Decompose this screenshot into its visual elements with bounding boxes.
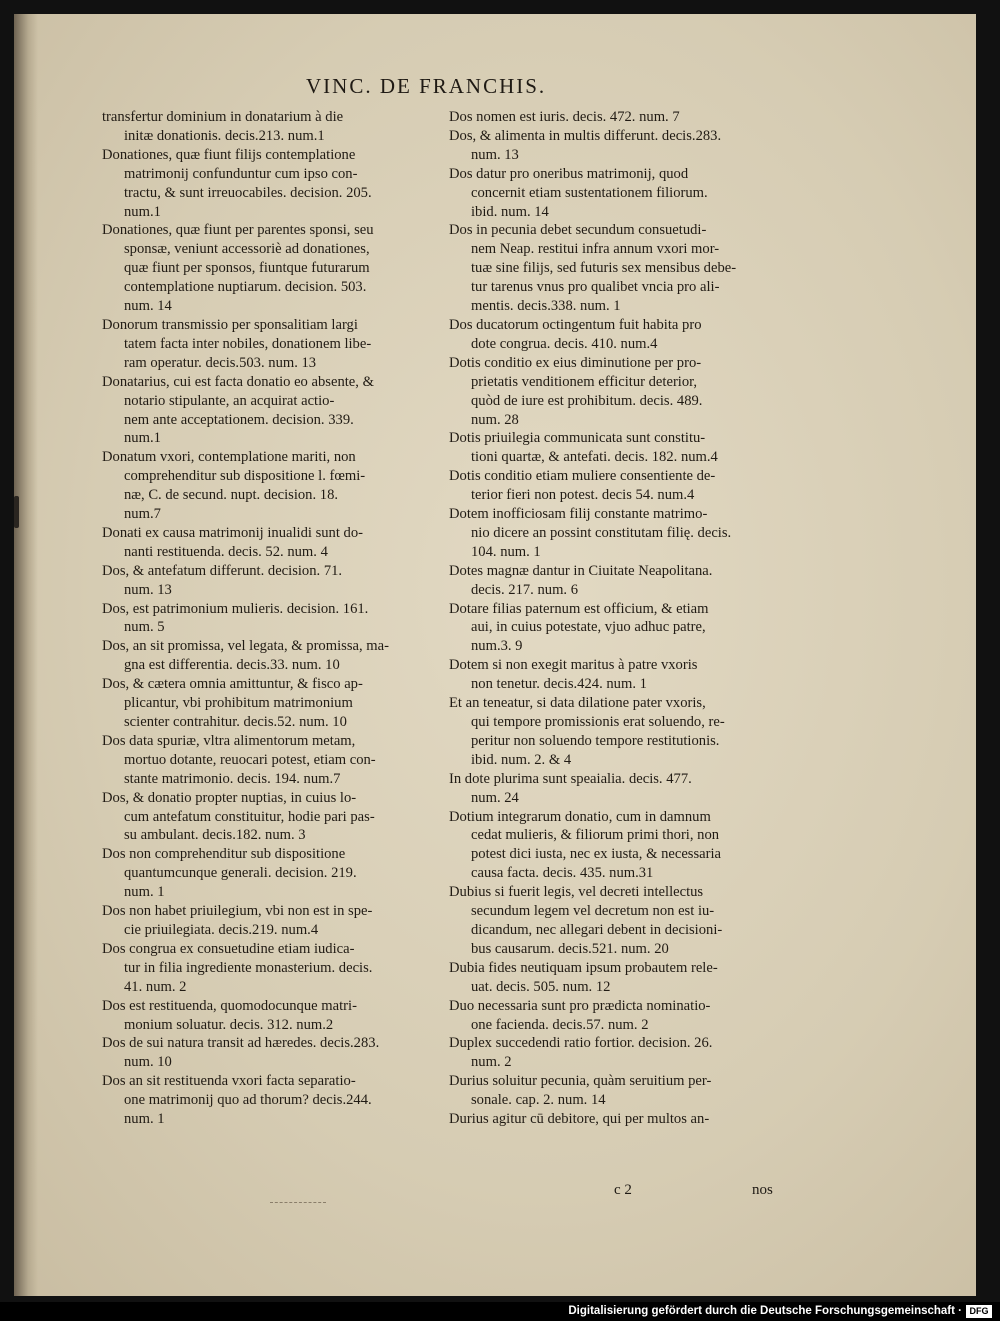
index-entry	[102, 448, 442, 524]
index-entry	[102, 524, 442, 562]
index-line: num. 2	[471, 1054, 512, 1071]
index-entry	[449, 127, 792, 165]
index-line: Dos in pecunia debet secundum consuetudi-	[449, 222, 707, 239]
index-line: tractu, & sunt irreuocabiles. decision. 205.	[124, 184, 372, 201]
index-entry	[449, 1034, 792, 1072]
index-line: potest dici iusta, nec ex iusta, & necessaria	[471, 846, 722, 863]
index-line: Dotis conditio ex eius diminutione per pro-	[449, 354, 702, 371]
index-line: Dos, & antefatum differunt. decision. 71.	[102, 562, 343, 579]
index-line: num. 13	[124, 581, 172, 598]
index-entry	[449, 316, 792, 354]
index-line: Durius agitur cū debitore, qui per multos an-	[449, 1111, 710, 1128]
signature-mark: c 2	[614, 1182, 632, 1198]
index-line: sponsæ, veniunt accessoriè ad donationes,	[124, 241, 370, 258]
index-line: 104. num. 1	[471, 543, 541, 560]
index-entry	[102, 1072, 442, 1129]
index-line: Dos congrua ex consuetudine etiam iudica-	[102, 940, 355, 957]
index-line: dicandum, nec allegari debent in decisioni-	[471, 921, 723, 938]
index-line: num. 24	[471, 789, 519, 806]
index-line: Dubius si fuerit legis, vel decreti intellectus	[449, 884, 704, 901]
index-line: comprehenditur sub dispositione l. fœmi-	[124, 468, 366, 485]
index-line: cie priuilegiata. decis.219. num.4	[124, 921, 319, 938]
index-line: Dos data spuriæ, vltra alimentorum metam,	[102, 732, 356, 749]
index-line: non tenetur. decis.424. num. 1	[471, 676, 647, 693]
index-line: aui, in cuius potestate, vjuo adhuc patre,	[471, 619, 706, 636]
index-line: 41. num. 2	[124, 978, 187, 995]
index-line: notario stipulante, an acquirat actio-	[124, 392, 335, 409]
index-line: gna est differentia. decis.33. num. 10	[124, 657, 340, 674]
index-line: tuæ sine filijs, sed futuris sex mensibus debe-	[471, 260, 737, 277]
index-line: num.1	[124, 203, 161, 220]
index-line: monium soluatur. decis. 312. num.2	[124, 1016, 334, 1033]
index-line: bus causarum. decis.521. num. 20	[471, 940, 669, 957]
index-line: Donatum vxori, contemplatione mariti, non	[102, 449, 356, 466]
index-line: stante matrimonio. decis. 194. num.7	[124, 770, 341, 787]
index-entry	[449, 997, 792, 1035]
index-line: nanti restituenda. decis. 52. num. 4	[124, 543, 328, 560]
index-entry	[449, 656, 792, 694]
index-line: In dote plurima sunt speaialia. decis. 477.	[449, 770, 692, 787]
index-line: num.7	[124, 506, 161, 523]
index-entry	[449, 354, 792, 430]
index-column-left	[102, 108, 442, 1129]
index-line: sonale. cap. 2. num. 14	[471, 1092, 606, 1109]
index-line: Dos datur pro oneribus matrimonij, quod	[449, 165, 689, 182]
index-entry	[102, 845, 442, 902]
index-line: Donati ex causa matrimonij inualidi sunt do-	[102, 524, 364, 541]
index-line: one matrimonij quo ad thorum? decis.244.	[124, 1092, 372, 1109]
gutter-mark	[14, 496, 19, 528]
index-line: peritur non soluendo tempore restitutionis.	[471, 732, 720, 749]
index-line: Dos, & donatio propter nuptias, in cuius lo-	[102, 789, 357, 806]
index-entry	[449, 600, 792, 657]
index-line: causa facta. decis. 435. num.31	[471, 865, 654, 882]
index-line: quòd de iure est prohibitum. decis. 489.	[471, 392, 703, 409]
index-line: Dotis conditio etiam muliere consentiente de-	[449, 468, 716, 485]
index-line: num.1	[124, 430, 161, 447]
index-line: mentis. decis.338. num. 1	[471, 298, 621, 315]
index-line: Dos ducatorum octingentum fuit habita pro	[449, 316, 702, 333]
index-line: tioni quartæ, & antefati. decis. 182. num.4	[471, 449, 718, 466]
index-line: Dos, & alimenta in multis differunt. decis.283.	[449, 127, 722, 144]
index-line: matrimonij confunduntur cum ipso con-	[124, 165, 358, 182]
index-line: Dotem inofficiosam filij constante matrimo-	[449, 506, 708, 523]
index-entry	[449, 694, 792, 770]
index-entry	[102, 789, 442, 846]
index-line: Dotis priuilegia communicata sunt constitu-	[449, 430, 706, 447]
index-line: num. 5	[124, 619, 165, 636]
index-line: Duo necessaria sunt pro prædicta nominatio-	[449, 997, 711, 1014]
running-head: VINC. DE FRANCHIS.	[306, 74, 547, 98]
index-line: qui tempore promissionis erat soluendo, re-	[471, 714, 725, 730]
index-line: scienter contrahitur. decis.52. num. 10	[124, 714, 347, 730]
index-line: tatem facta inter nobiles, donationem libe-	[124, 335, 372, 352]
index-line: Dos, an sit promissa, vel legata, & promissa, ma-	[102, 638, 389, 655]
index-line: Dos est restituenda, quomodocunque matri-	[102, 997, 357, 1014]
index-line: Donatarius, cui est facta donatio eo absente, &	[102, 373, 374, 390]
index-line: Dos de sui natura transit ad hæredes. decis.283.	[102, 1035, 380, 1052]
index-line: Et an teneatur, si data dilatione pater vxoris,	[449, 695, 706, 712]
index-line: one facienda. decis.57. num. 2	[471, 1016, 649, 1033]
index-entry	[102, 902, 442, 940]
index-entry	[102, 940, 442, 997]
index-line: concernit etiam sustentationem filiorum.	[471, 184, 708, 201]
index-line: dote congrua. decis. 410. num.4	[471, 335, 658, 352]
index-line: cum antefatum constituitur, hodie pari pas-	[124, 808, 375, 825]
index-line: initæ donationis. decis.213. num.1	[124, 127, 325, 144]
dfg-logo-icon: DFG	[966, 1305, 992, 1318]
index-entry	[102, 108, 442, 146]
index-line: num. 28	[471, 411, 519, 428]
index-line: secundum legem vel decretum non est iu-	[471, 903, 715, 920]
index-column-right	[449, 108, 792, 1129]
index-entry	[102, 562, 442, 600]
index-entry	[449, 165, 792, 222]
index-line: ram operatur. decis.503. num. 13	[124, 354, 317, 371]
index-line: uat. decis. 505. num. 12	[471, 978, 611, 995]
index-entry	[449, 429, 792, 467]
index-entry	[449, 1110, 792, 1129]
index-line: tur tarenus vnus pro qualibet vncia pro ali-	[471, 279, 720, 296]
index-line: nio dicere an possint constitutam filię. decis.	[471, 524, 732, 541]
index-line: Donorum transmissio per sponsalitiam largi	[102, 316, 358, 333]
index-entry	[449, 959, 792, 997]
index-line: quæ fiunt per sponsos, fiuntque futurarum	[124, 260, 370, 277]
index-line: num.3. 9	[471, 638, 523, 655]
index-line: terior fieri non potest. decis 54. num.4	[471, 487, 695, 504]
catchword: nos	[752, 1182, 773, 1198]
index-line: cedat mulieris, & filiorum primi thori, non	[471, 827, 720, 844]
index-entry	[102, 732, 442, 789]
index-line: num. 13	[471, 146, 519, 163]
index-line: Dotem si non exegit maritus à patre vxoris	[449, 657, 698, 674]
footer-credit: Digitalisierung gefördert durch die Deutsche Forschungsgemeinschaft ·	[568, 1305, 962, 1317]
index-line: num. 14	[124, 298, 172, 315]
index-entry	[449, 883, 792, 959]
index-line: contemplatione nuptiarum. decision. 503.	[124, 279, 367, 296]
index-entry	[449, 770, 792, 808]
index-line: su ambulant. decis.182. num. 3	[124, 827, 306, 844]
index-line: num. 1	[124, 1111, 165, 1128]
index-entry	[449, 1072, 792, 1110]
book-page	[14, 14, 976, 1296]
index-line: Durius soluitur pecunia, quàm seruitium per-	[449, 1073, 712, 1090]
index-line: næ, C. de secund. nupt. decision. 18.	[124, 487, 339, 504]
index-line: Dos, est patrimonium mulieris. decision. 161.	[102, 600, 369, 617]
digitization-footer	[0, 1302, 1000, 1321]
index-line: mortuo dotante, reuocari potest, etiam con-	[124, 751, 376, 768]
index-line: prietatis venditionem efficitur deterior,	[471, 373, 698, 390]
index-line: Dotium integrarum donatio, cum in damnum	[449, 808, 711, 825]
index-line: nem ante acceptationem. decision. 339.	[124, 411, 354, 428]
index-entry	[102, 373, 442, 449]
index-line: Dotare filias paternum est officium, & etiam	[449, 600, 709, 617]
index-entry	[102, 316, 442, 373]
index-line: decis. 217. num. 6	[471, 581, 579, 598]
index-entry	[102, 997, 442, 1035]
index-line: num. 10	[124, 1054, 172, 1071]
index-line: Dos non comprehenditur sub dispositione	[102, 846, 346, 863]
index-entry	[102, 146, 442, 222]
index-entry	[102, 600, 442, 638]
index-entry	[449, 108, 792, 127]
index-line: Dos non habet priuilegium, vbi non est in spe-	[102, 903, 373, 920]
index-line: Donationes, quæ fiunt per parentes sponsi, seu	[102, 222, 374, 239]
index-line: Donationes, quæ fiunt filijs contemplatione	[102, 146, 356, 163]
index-line: Dos, & cætera omnia amittuntur, & fisco ap-	[102, 676, 363, 693]
index-entry	[449, 808, 792, 884]
index-entry	[449, 505, 792, 562]
index-line: ibid. num. 14	[471, 203, 549, 220]
index-line: quantumcunque generali. decision. 219.	[124, 865, 357, 882]
index-entry	[449, 221, 792, 316]
index-line: ibid. num. 2. & 4	[471, 751, 572, 768]
index-line: Dos an sit restituenda vxori facta separatio-	[102, 1073, 356, 1090]
index-line: plicantur, vbi prohibitum matrimonium	[124, 695, 353, 712]
index-line: Dos nomen est iuris. decis. 472. num. 7	[449, 109, 680, 125]
index-line: Dotes magnæ dantur in Ciuitate Neapolitana.	[449, 562, 713, 579]
index-entry	[449, 467, 792, 505]
index-entry	[102, 637, 442, 675]
index-line: nem Neap. restitui infra annum vxori mor-	[471, 241, 720, 258]
index-line: transfertur dominium in donatarium à die	[102, 109, 344, 125]
index-entry	[102, 1034, 442, 1072]
index-line: Duplex succedendi ratio fortior. decision. 26.	[449, 1035, 713, 1052]
index-entry	[102, 675, 442, 732]
index-entry	[449, 562, 792, 600]
index-line: tur in filia ingrediente monasterium. decis.	[124, 959, 373, 976]
index-entry	[102, 221, 442, 316]
ornament-dash	[270, 1202, 326, 1204]
index-line: num. 1	[124, 884, 165, 901]
index-line: Dubia fides neutiquam ipsum probautem rele-	[449, 959, 718, 976]
